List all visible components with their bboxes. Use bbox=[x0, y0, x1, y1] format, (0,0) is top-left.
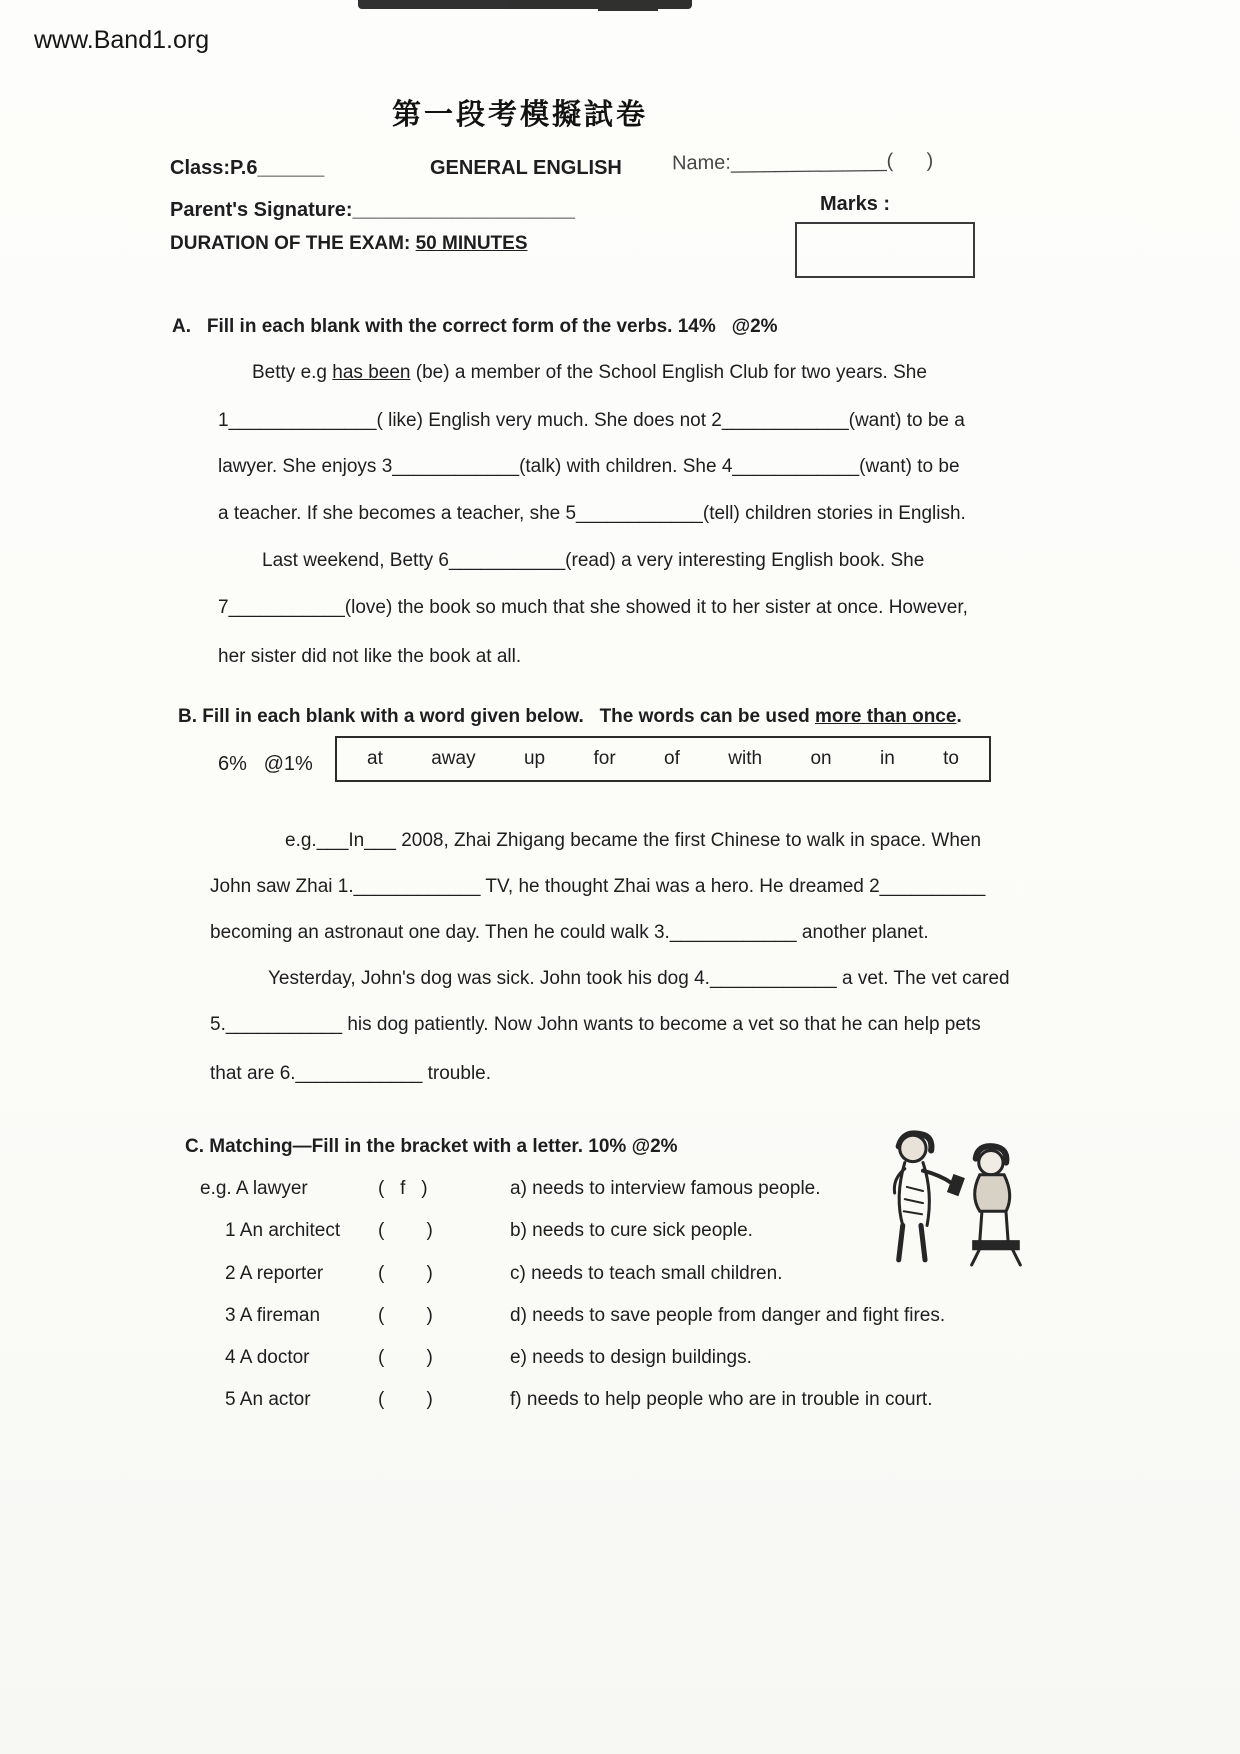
class-field-label: Class:P.6______ bbox=[170, 157, 325, 179]
marks-label: Marks : bbox=[820, 193, 891, 215]
website-watermark: www.Band1.org bbox=[34, 26, 210, 54]
section-b-line: John saw Zhai 1.____________ TV, he thought Zhai was a hero. He dreamed 2__________ bbox=[210, 876, 986, 897]
matching-bracket: ( f ) bbox=[378, 1178, 428, 1199]
word-bank-word: up bbox=[523, 748, 546, 769]
section-b-heading-pre: B. Fill in each blank with a word given below. The words can be used bbox=[178, 706, 815, 727]
word-bank-word: on bbox=[810, 748, 832, 769]
parent-signature-label: Parent's Signature:____________________ bbox=[170, 199, 576, 221]
section-b-heading bbox=[178, 706, 962, 729]
duration-label bbox=[170, 233, 528, 256]
section-a-line: a teacher. If she becomes a teacher, she 5____________(tell) children stories in English. bbox=[218, 503, 966, 524]
word-bank-word: for bbox=[593, 748, 616, 769]
intro-pre: Betty e.g bbox=[252, 362, 333, 383]
interview-illustration bbox=[876, 1116, 1044, 1268]
matching-option: a) needs to interview famous people. bbox=[510, 1178, 821, 1199]
section-a-intro-line bbox=[252, 362, 927, 385]
matching-row bbox=[200, 1347, 752, 1369]
section-b-line: Yesterday, John's dog was sick. John took his dog 4.____________ a vet. The vet cared bbox=[268, 968, 1010, 989]
matching-item: e.g. A lawyer bbox=[200, 1178, 308, 1199]
matching-item: 5 An actor bbox=[225, 1389, 311, 1410]
matching-row bbox=[200, 1389, 933, 1411]
section-a-heading: A. Fill in each blank with the correct form of the verbs. 14% @2% bbox=[172, 316, 778, 337]
matching-bracket: ( ) bbox=[378, 1347, 433, 1368]
exam-title: 第一段考模擬試卷 bbox=[391, 99, 648, 131]
matching-item: 2 A reporter bbox=[225, 1263, 324, 1284]
word-bank-word: at bbox=[367, 748, 383, 769]
duration-prefix: DURATION OF THE EXAM: bbox=[170, 233, 416, 254]
name-field-label: Name:______________( ) bbox=[671, 149, 934, 175]
section-a-line: 7___________(love) the book so much that she showed it to her sister at once. However, bbox=[218, 597, 968, 618]
section-a-line: 1______________( like) English very much. She does not 2____________(want) to be a bbox=[218, 410, 965, 431]
matching-option: f) needs to help people who are in trouble in court. bbox=[510, 1389, 933, 1410]
word-bank bbox=[335, 736, 991, 782]
matching-bracket: ( ) bbox=[378, 1389, 433, 1410]
section-b-line: that are 6.____________ trouble. bbox=[210, 1063, 492, 1084]
section-b-percent: 6% @1% bbox=[218, 753, 313, 775]
matching-row bbox=[200, 1305, 945, 1327]
section-b-heading-post: . bbox=[956, 706, 962, 727]
section-b-heading-underline: more than once bbox=[814, 706, 957, 727]
matching-item: 4 A doctor bbox=[225, 1347, 310, 1368]
subject-title: GENERAL ENGLISH bbox=[430, 157, 622, 179]
matching-bracket: ( ) bbox=[378, 1220, 433, 1241]
word-bank-word: to bbox=[943, 748, 959, 769]
matching-option: b) needs to cure sick people. bbox=[510, 1220, 753, 1241]
section-b-line: becoming an astronaut one day. Then he could walk 3.____________ another planet. bbox=[210, 922, 929, 943]
word-bank-word: away bbox=[431, 748, 476, 769]
marks-box bbox=[795, 222, 975, 278]
matching-row bbox=[200, 1263, 782, 1285]
word-bank-word: in bbox=[879, 748, 895, 769]
matching-bracket: ( ) bbox=[378, 1305, 433, 1326]
scan-artifact-top bbox=[358, 0, 692, 9]
section-a-line: lawyer. She enjoys 3____________(talk) with children. She 4____________(want) to be bbox=[218, 456, 960, 477]
matching-item: 1 An architect bbox=[225, 1220, 341, 1241]
matching-row bbox=[200, 1220, 753, 1242]
section-c-heading: C. Matching—Fill in the bracket with a letter. 10% @2% bbox=[185, 1136, 678, 1157]
matching-option: c) needs to teach small children. bbox=[510, 1263, 783, 1284]
word-bank-word: with bbox=[728, 748, 763, 769]
matching-item: 3 A fireman bbox=[225, 1305, 321, 1326]
matching-option: d) needs to save people from danger and fight fires. bbox=[510, 1305, 946, 1326]
matching-option: e) needs to design buildings. bbox=[510, 1347, 752, 1368]
matching-row bbox=[200, 1178, 821, 1200]
intro-underline: has been bbox=[332, 362, 411, 383]
section-b-line: 5.___________ his dog patiently. Now John wants to become a vet so that he can help pets bbox=[210, 1014, 981, 1035]
matching-bracket: ( ) bbox=[378, 1263, 433, 1284]
intro-post: (be) a member of the School English Club for two years. She bbox=[410, 362, 927, 383]
duration-underline: 50 MINUTES bbox=[415, 233, 528, 254]
word-bank-word: of bbox=[664, 748, 680, 769]
section-a-line: Last weekend, Betty 6___________(read) a very interesting English book. She bbox=[262, 550, 925, 571]
section-a-line: her sister did not like the book at all. bbox=[218, 646, 522, 667]
section-b-line: e.g.___In___ 2008, Zhai Zhigang became the first Chinese to walk in space. When bbox=[285, 830, 982, 851]
